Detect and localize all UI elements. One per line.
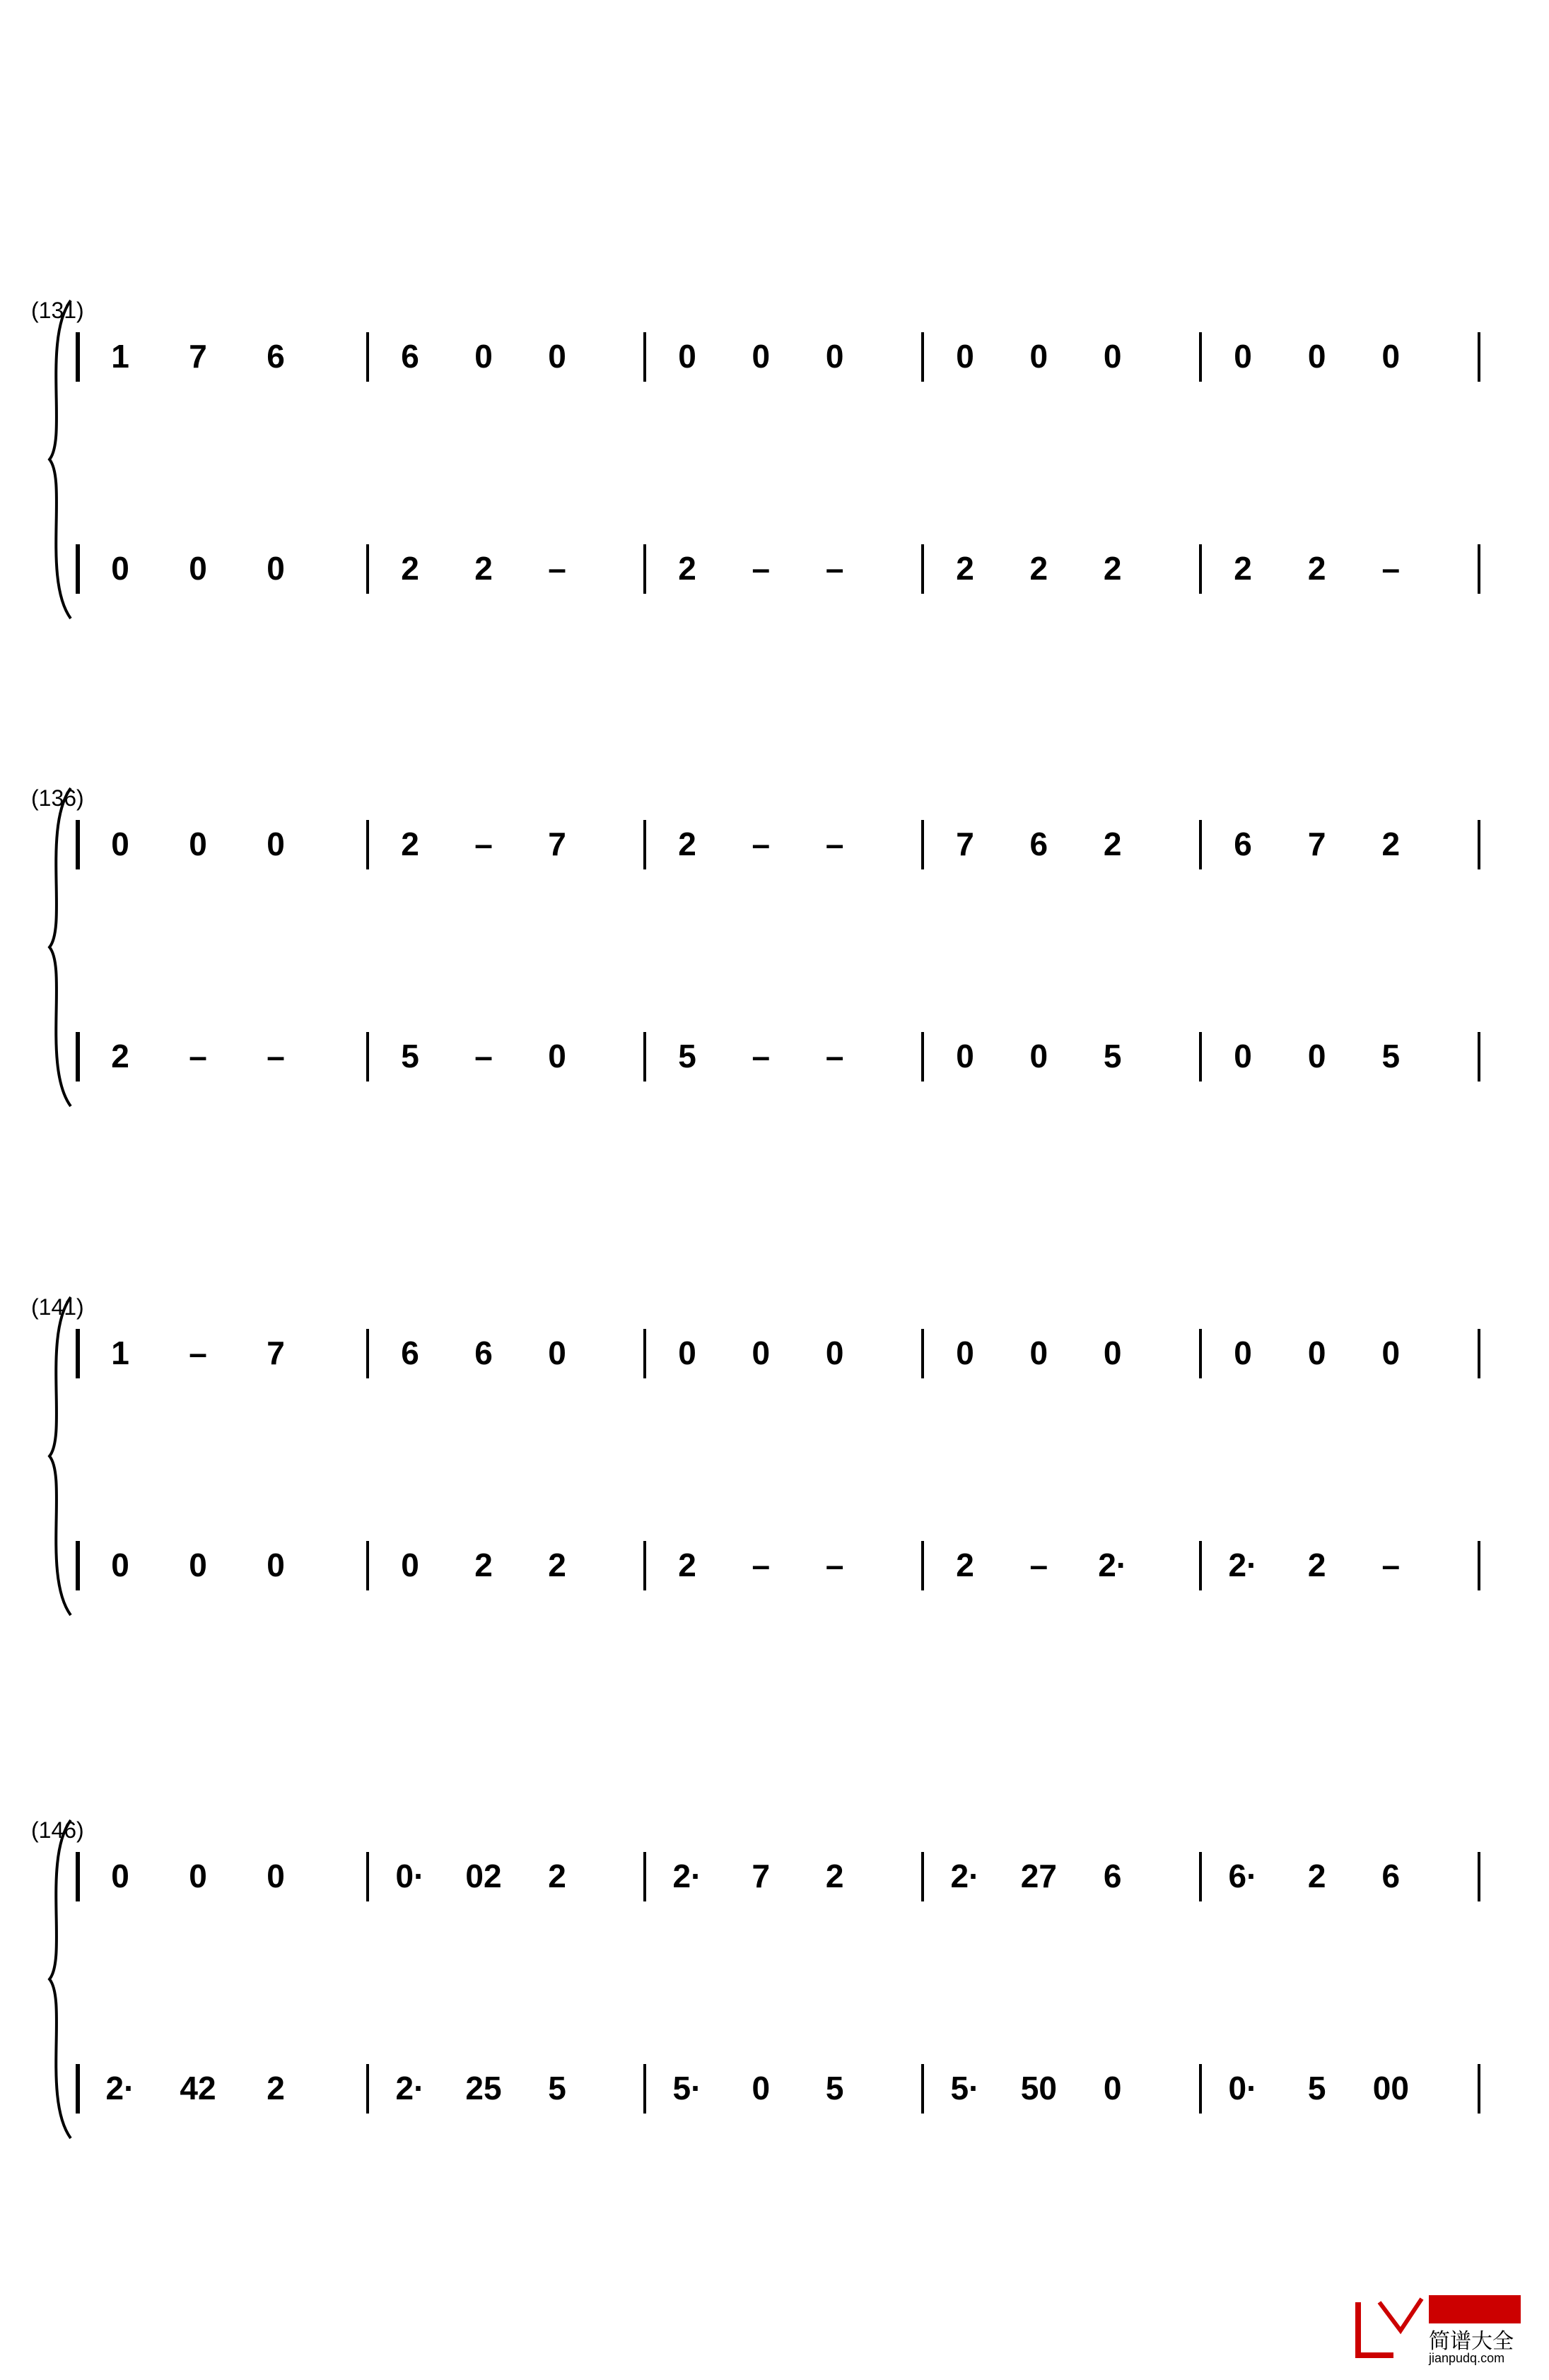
treble-note: 0 [267, 1858, 285, 1894]
bass-note: 2 [474, 1547, 493, 1583]
bass-note: 2· [1228, 1547, 1258, 1583]
bass-note: – [825, 1038, 844, 1074]
treble-note: 6· [1228, 1858, 1258, 1894]
bass-note: 0 [111, 550, 129, 587]
bass-note: 2 [548, 1547, 566, 1583]
treble-note: 0· [395, 1858, 425, 1894]
bass-note: 5 [678, 1038, 696, 1074]
treble-note: 0 [1234, 338, 1252, 375]
treble-note: 0 [956, 1335, 974, 1371]
bass-note: – [267, 1038, 285, 1074]
treble-note: 6 [401, 1335, 419, 1371]
treble-note: 0 [189, 826, 207, 862]
bass-note: 0 [189, 550, 207, 587]
bass-note: 5 [1103, 1038, 1122, 1074]
treble-note: 0 [111, 826, 129, 862]
treble-note: 0 [1381, 338, 1401, 375]
bass-note: 2 [956, 550, 974, 587]
brace [49, 788, 71, 1106]
treble-note: 02 [465, 1858, 502, 1894]
bass-note: – [752, 1547, 771, 1583]
bass-note: 0 [401, 1547, 419, 1583]
treble-note: 0 [548, 338, 566, 375]
treble-note: 0 [1029, 1335, 1048, 1371]
treble-note: 6 [1029, 826, 1048, 862]
bass-note: 5· [950, 2070, 980, 2106]
measure-number: (131) [31, 298, 84, 323]
bass-note: 2 [474, 550, 493, 587]
bass-note: 2· [1098, 1547, 1128, 1583]
bass-note: 2 [111, 1038, 129, 1074]
treble-note: 7 [752, 1858, 771, 1894]
bass-note: – [752, 550, 771, 587]
bass-note: 0 [752, 2070, 771, 2106]
treble-note: 2 [1307, 1858, 1326, 1894]
measure-number: (141) [31, 1294, 84, 1320]
treble-note: – [474, 826, 493, 862]
bass-note: – [825, 1547, 844, 1583]
treble-note: 6 [1381, 1858, 1401, 1894]
treble-note: 0 [1234, 1335, 1252, 1371]
bass-note: 0 [1307, 1038, 1326, 1074]
bass-note: 0 [956, 1038, 974, 1074]
bass-note: 5· [672, 2070, 702, 2106]
treble-note: 0 [752, 1335, 771, 1371]
bass-note: 00 [1372, 2070, 1409, 2106]
bass-note: 0 [267, 1547, 285, 1583]
bass-note: 42 [180, 2070, 216, 2106]
treble-note: 0 [1103, 1335, 1122, 1371]
bass-note: 5 [1307, 2070, 1326, 2106]
treble-note: 0 [825, 338, 844, 375]
brace [49, 1820, 71, 2138]
treble-note: 2· [672, 1858, 702, 1894]
brace [49, 300, 71, 619]
bass-note: 0 [267, 550, 285, 587]
bass-note: – [825, 550, 844, 587]
treble-note: 0 [752, 338, 771, 375]
treble-note: 2 [1103, 826, 1122, 862]
logo-url: jianpudq.com [1429, 2351, 1505, 2365]
logo-text: 简谱大全 [1429, 2330, 1514, 2353]
treble-note: 6 [1234, 826, 1252, 862]
treble-note: – [189, 1335, 207, 1371]
bass-note: 2 [401, 550, 419, 587]
bass-note: 2 [1029, 550, 1048, 587]
bass-note: 25 [465, 2070, 502, 2106]
treble-note: 0 [1307, 338, 1326, 375]
treble-note: 6 [401, 338, 419, 375]
bass-note: 5 [1381, 1038, 1401, 1074]
bass-note: 2 [956, 1547, 974, 1583]
treble-note: 1 [111, 338, 129, 375]
bass-note: 0 [1029, 1038, 1048, 1074]
treble-note: 0 [111, 1858, 129, 1894]
bass-note: 2· [105, 2070, 135, 2106]
treble-note: 0 [548, 1335, 566, 1371]
treble-note: 7 [267, 1335, 285, 1371]
treble-note: 7 [956, 826, 974, 862]
treble-note: – [752, 826, 771, 862]
measure-number: (146) [31, 1817, 84, 1843]
bass-note: 0 [111, 1547, 129, 1583]
bass-note: – [1029, 1547, 1048, 1583]
treble-note: 0 [825, 1335, 844, 1371]
bass-note: 2 [678, 1547, 696, 1583]
treble-note: – [825, 826, 844, 862]
treble-note: 7 [1307, 826, 1326, 862]
treble-note: 2 [548, 1858, 566, 1894]
bass-note: 2 [267, 2070, 285, 2106]
bass-note: 0 [1103, 2070, 1122, 2106]
treble-note: 0 [189, 1858, 207, 1894]
treble-note: 2· [950, 1858, 980, 1894]
measure-number: (136) [31, 785, 84, 811]
treble-note: 6 [1103, 1858, 1122, 1894]
treble-note: 0 [1307, 1335, 1326, 1371]
treble-note: 27 [1020, 1858, 1057, 1894]
bass-note: 2 [678, 550, 696, 587]
treble-note: 7 [189, 338, 207, 375]
brace [49, 1297, 71, 1615]
bass-note: 50 [1020, 2070, 1057, 2106]
treble-note: 6 [267, 338, 285, 375]
bass-note: 5 [401, 1038, 419, 1074]
treble-note: 0 [267, 826, 285, 862]
bass-note: 5 [825, 2070, 844, 2106]
bass-note: 2 [1103, 550, 1122, 587]
treble-note: 0 [956, 338, 974, 375]
bass-note: 2 [1234, 550, 1252, 587]
bass-note: 0 [189, 1547, 207, 1583]
bass-note: – [1381, 1547, 1401, 1583]
treble-note: 6 [474, 1335, 493, 1371]
treble-note: 2 [678, 826, 696, 862]
bass-note: 2 [1307, 550, 1326, 587]
bass-note: 2· [395, 2070, 425, 2106]
bass-note: – [1381, 550, 1401, 587]
site-logo [1351, 2288, 1528, 2366]
bass-note: 2 [1307, 1547, 1326, 1583]
bass-note: – [752, 1038, 771, 1074]
treble-note: 0 [1381, 1335, 1401, 1371]
bass-note: 0· [1228, 2070, 1258, 2106]
treble-note: 0 [1103, 338, 1122, 375]
treble-note: 2 [825, 1858, 844, 1894]
treble-note: 2 [401, 826, 419, 862]
bass-note: 0 [548, 1038, 566, 1074]
bass-note: – [548, 550, 566, 587]
bass-note: 0 [1234, 1038, 1252, 1074]
treble-note: 1 [111, 1335, 129, 1371]
treble-note: 0 [1029, 338, 1048, 375]
treble-note: 0 [678, 338, 696, 375]
bass-note: – [474, 1038, 493, 1074]
treble-note: 0 [474, 338, 493, 375]
treble-note: 7 [548, 826, 566, 862]
bass-note: 5 [548, 2070, 566, 2106]
treble-note: 2 [1381, 826, 1401, 862]
treble-note: 0 [678, 1335, 696, 1371]
bass-note: – [189, 1038, 207, 1074]
